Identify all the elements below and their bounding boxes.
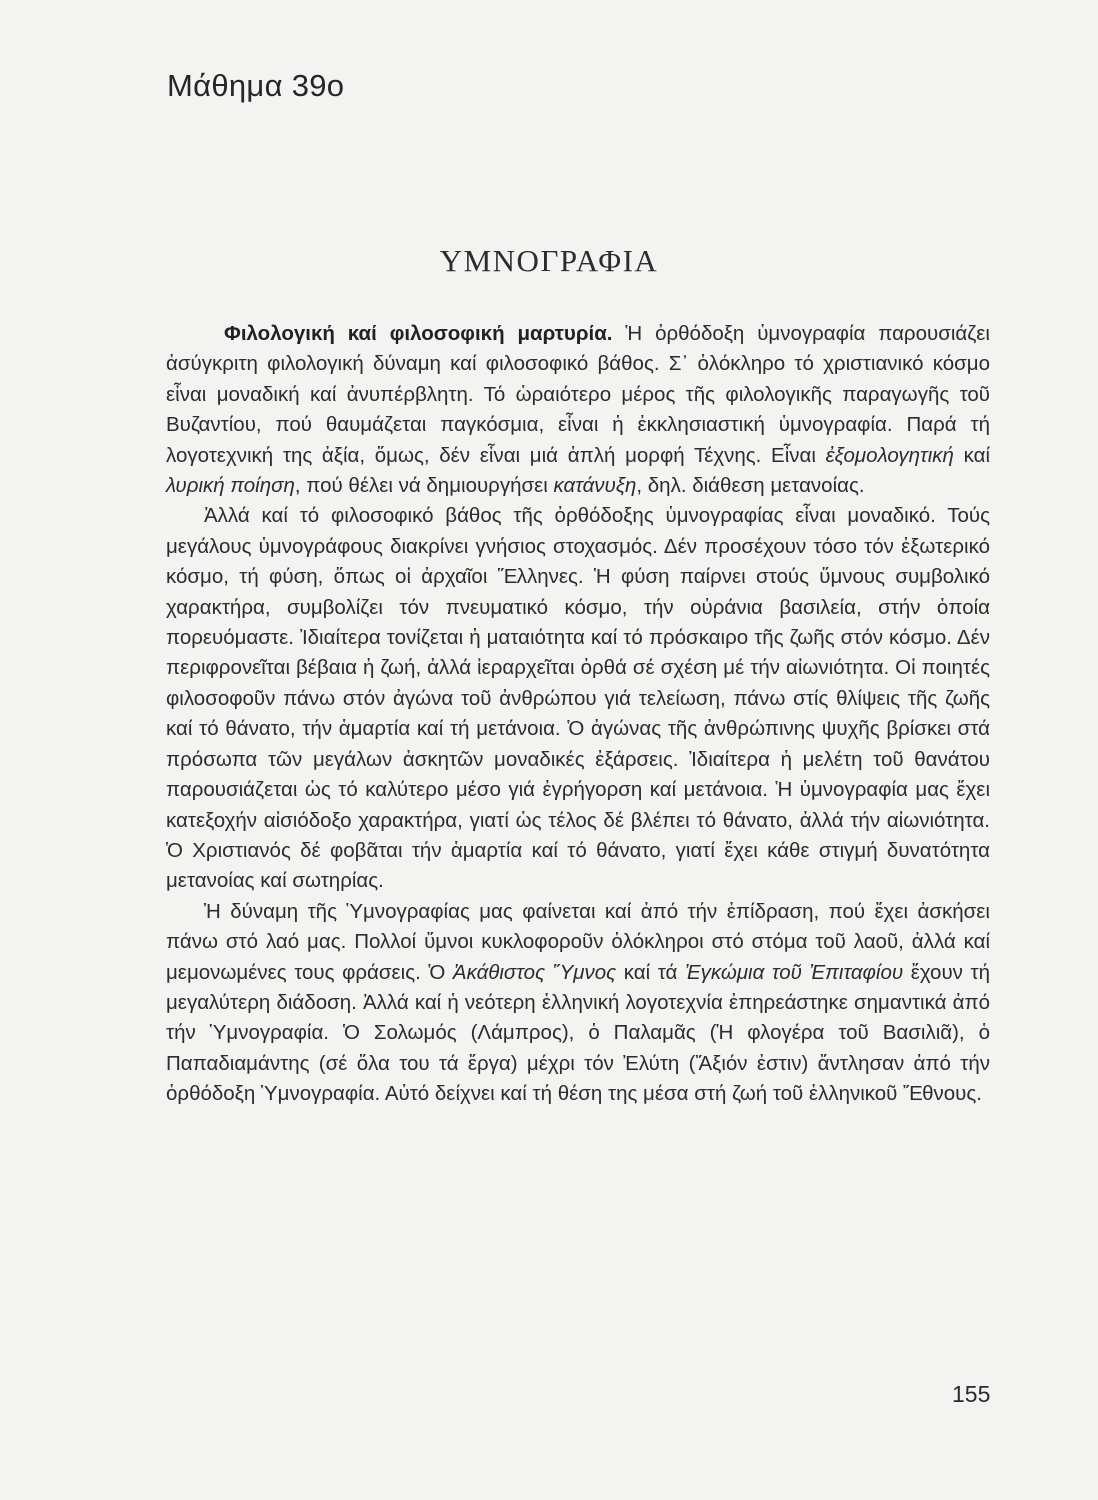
paragraph-3 (166, 897, 990, 1110)
emphasis-text: ἐξομολογητική (825, 443, 954, 467)
paragraph-2: Ἀλλά καί τό φιλοσοφικό βάθος τῆς ὀρθόδοξης ὑμνογραφίας εἶναι μοναδικό. Τούς μεγάλους ὑμνογράφους διακρίνει γνήσιος στοχασμός. Δέν προσέχουν τόσο τόν ἐξωτερικό κόσμο, τή φύση, ὅπως οἱ ἀρχαῖοι Ἕλληνες. Ἡ φύση παίρνει στούς ὕμνους συμβολικό χαρακτήρα, συμβολίζει τόν πνευματικό κόσμο, τήν οὐράνια βασιλεία, στήν ὁποία πορευόμαστε. Ἰδιαίτερα τονίζεται ἡ ματαιότητα καί τό πρόσκαιρο τῆς ζωῆς στόν κόσμο. Δέν περιφρονεῖται βέβαια ἡ ζωή, ἀλλά ἱεραρχεῖται ὀρθά σέ σχέση μέ τήν αἰωνιότητα. Οἱ ποιητές φιλοσοφοῦν πάνω στόν ἀγώνα τοῦ ἀνθρώπου γιά τελείωση, πάνω στίς θλίψεις τῆς ζωῆς καί τό θάνατο, τήν ἁμαρτία καί τή μετάνοια. Ὁ ἀγώνας τῆς ἀνθρώπινης ψυχῆς βρίσκει στά πρόσωπα τῶν μεγάλων ἀσκητῶν μοναδικές ἐξάρσεις. Ἰδιαίτερα ἡ μελέτη τοῦ θανάτου παρουσιάζεται ὡς τό καλύτερο μέσο γιά ἐγρήγορση καί μετάνοια. Ἡ ὑμνογραφία μας ἔχει κατεξοχήν αἰσιόδοξο χαρακτήρα, γιατί ὡς τέλος δέ βλέπει τό θάνατο, ἀλλά τήν αἰωνιότητα. Ὁ Χριστιανός δέ φοβᾶται τήν ἁμαρτία καί τό θάνατο, γιατί ἔχει κάθε στιγμή δυνατότητα μετανοίας καί σωτηρίας. (166, 504, 990, 893)
paragraph-text: καί τά (616, 960, 685, 984)
emphasis-text: Ἐγκώμια τοῦ Ἐπιταφίου (684, 960, 904, 984)
emphasis-text: κατάνυξη (553, 474, 637, 498)
paragraph-text: , δηλ. διάθεση μετανοίας. (636, 474, 865, 498)
paragraph-text: , πού θέλει νά δημιουργήσει (294, 474, 554, 498)
paragraph-lead-in: Φιλολογική καί φιλοσοφική μαρτυρία. (224, 322, 613, 345)
paragraph-text: Ἡ ὀρθόδοξη ὑμνογραφία παρουσιάζει ἀσύγκριτη φιλολογική δύναμη καί φιλοσοφικό βάθος. Σ᾽ ὁλόκληρο τό χριστιανικό κόσμο εἶναι μοναδική καί ἀνυπέρβλητη. Τό ὡραιότερο μέρος τῆς φιλολογικῆς παραγωγῆς τοῦ Βυζαντίου, πού θαυμάζεται παγκόσμια, εἶναι ἡ ἐκκλησιαστική ὑμνογραφία. Παρά τή λογοτεχνική της ἀξία, ὅμως, δέν εἶναι μιά ἁπλή μορφή Τέχνης. Εἶναι (166, 322, 990, 467)
body-text (166, 319, 990, 1110)
paragraph-1 (166, 319, 990, 501)
paragraph-text: ἔχουν τή μεγαλύτερη διάδοση. Ἀλλά καί ἡ νεότερη ἑλληνική λογοτεχνία ἐπηρεάστηκε σημαντικά ἀπό τήν Ὑμνογραφία. Ὁ Σολωμός (Λάμπρος), ὁ Παλαμᾶς (Ἡ φλογέρα τοῦ Βασιλιᾶ), ὁ Παπαδιαμάντης (σέ ὅλα του τά ἔργα) μέχρι τόν Ἐλύτη (Ἄξιόν ἐστιν) ἄντλησαν ἀπό τήν ὀρθόδοξη Ὑμνογραφία. Αὐτό δείχνει καί τή θέση της μέσα στή ζωή τοῦ ἑλληνικοῦ Ἔθνους. (166, 960, 990, 1106)
page-number: 155 (952, 1381, 991, 1407)
paragraph-text: Ἡ δύναμη τῆς Ὑμνογραφίας μας φαίνεται καί ἀπό τήν ἐπίδραση, πού ἔχει ἀσκήσει πάνω στό λαό μας. Πολλοί ὕμνοι κυκλοφοροῦν ὁλόκληροι στό στόμα τοῦ λαοῦ, ἀλλά καί μεμονωμένες τους φράσεις. Ὁ (166, 899, 990, 984)
emphasis-text: λυρική ποίηση (166, 474, 295, 498)
lesson-title: Μάθημα 39ο (167, 68, 345, 103)
chapter-title: ΥΜΝΟΓΡΑΦΙΑ (439, 243, 659, 278)
paragraph-text: καί (953, 443, 990, 467)
emphasis-text: Ἀκάθιστος Ὕμνος (452, 960, 617, 984)
